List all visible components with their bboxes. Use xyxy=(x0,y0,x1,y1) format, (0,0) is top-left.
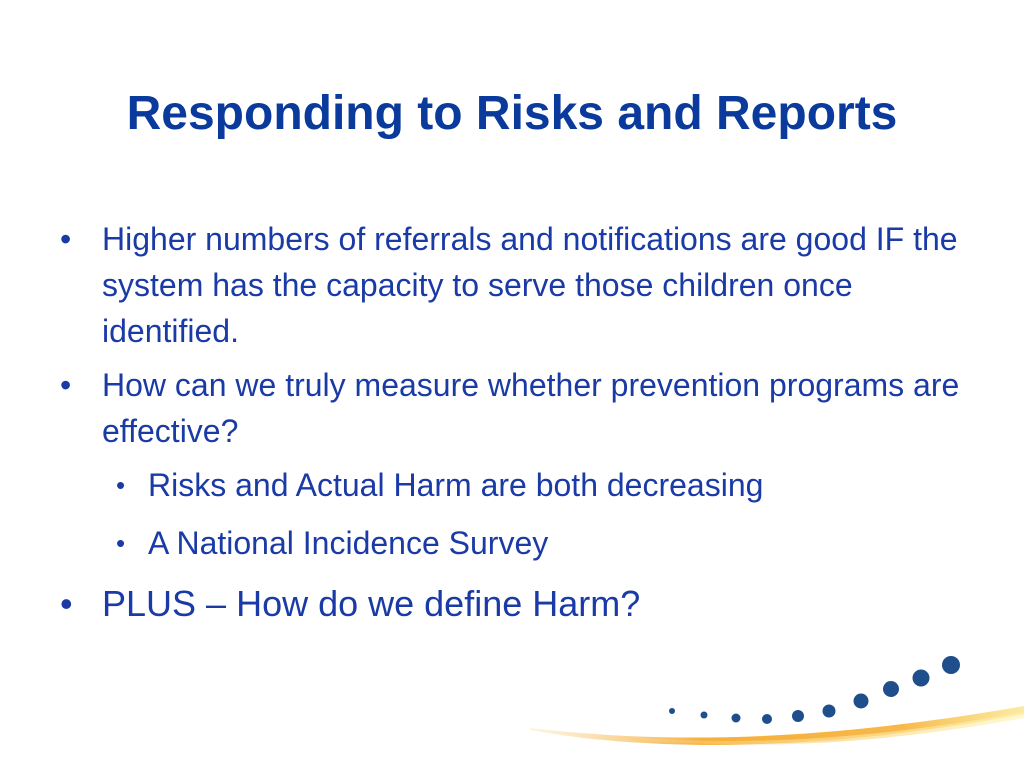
decor-dot xyxy=(883,681,899,697)
decor-dot xyxy=(762,714,772,724)
bullet-icon: • xyxy=(116,528,126,558)
bullet-item xyxy=(60,578,980,630)
bullet-icon: • xyxy=(60,583,73,624)
bullet-text: Higher numbers of referrals and notifications are good IF the system has the capacity to serve those children once identified. xyxy=(102,221,958,349)
sub-bullet-text: A National Incidence Survey xyxy=(148,525,549,561)
bullet-icon: • xyxy=(116,470,126,500)
decor-dot xyxy=(913,670,930,687)
swoosh-shape xyxy=(530,706,1024,745)
bullet-icon: • xyxy=(60,221,72,257)
slide-title: Responding to Risks and Reports xyxy=(126,87,898,140)
decor-dot xyxy=(792,710,804,722)
decor-dot xyxy=(854,694,869,709)
swoosh-shape xyxy=(640,712,1024,745)
sub-bullet-item xyxy=(60,520,980,566)
decor-dot xyxy=(701,712,708,719)
bullet-text: PLUS – How do we define Harm? xyxy=(102,583,641,624)
decor-dot xyxy=(669,708,675,714)
sub-bullet-text: Risks and Actual Harm are both decreasing xyxy=(148,467,764,503)
bullet-icon: • xyxy=(60,367,72,403)
bullet-item xyxy=(60,216,980,354)
decor-dot xyxy=(942,656,960,674)
dots-decoration xyxy=(669,656,960,724)
sub-bullet-item xyxy=(60,462,980,508)
decor-dot xyxy=(823,705,836,718)
decor-dot xyxy=(732,714,741,723)
bullet-item xyxy=(60,362,980,454)
bullet-text: How can we truly measure whether prevention programs are effective? xyxy=(102,367,960,449)
slide-body xyxy=(60,216,980,638)
